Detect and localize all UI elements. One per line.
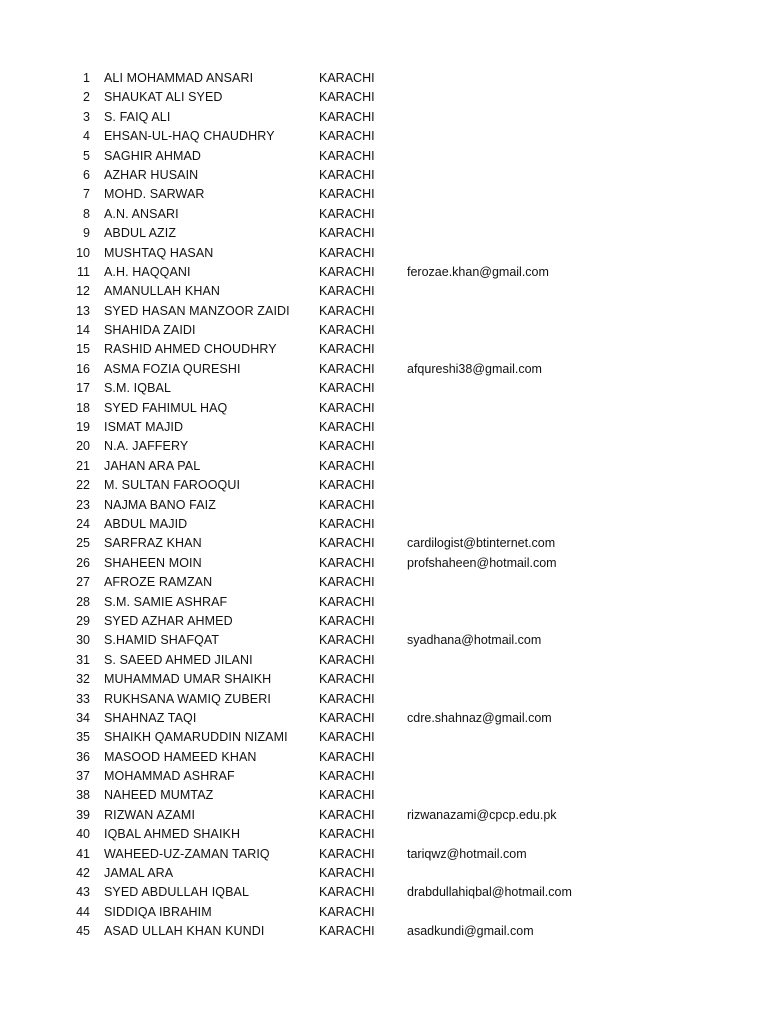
member-city: KARACHI <box>319 866 375 881</box>
row-number: 34 <box>76 710 90 725</box>
table-row <box>0 166 768 185</box>
table-row <box>0 476 768 495</box>
member-city: KARACHI <box>319 594 375 609</box>
row-number: 6 <box>83 167 90 182</box>
member-city: KARACHI <box>319 206 375 221</box>
member-city: KARACHI <box>319 885 375 900</box>
member-name: SARFRAZ KHAN <box>104 536 202 551</box>
member-city: KARACHI <box>319 284 375 299</box>
member-city: KARACHI <box>319 458 375 473</box>
table-row <box>0 321 768 340</box>
member-name: ALI MOHAMMAD ANSARI <box>104 71 254 85</box>
member-name: AFROZE RAMZAN <box>104 575 213 590</box>
member-email: drabdullahiqbal@hotmail.com <box>407 885 572 900</box>
member-city: KARACHI <box>319 323 375 338</box>
member-city: KARACHI <box>319 613 375 628</box>
member-email: rizwanazami@cpcp.edu.pk <box>407 807 557 822</box>
member-city: KARACHI <box>319 633 375 648</box>
member-city: KARACHI <box>319 691 375 706</box>
table-row <box>0 224 768 243</box>
row-number: 18 <box>76 400 90 415</box>
member-name: MUSHTAQ HASAN <box>104 245 214 260</box>
row-number: 24 <box>76 516 90 531</box>
table-row <box>0 108 768 127</box>
table-row <box>0 593 768 612</box>
member-name: IQBAL AHMED SHAIKH <box>104 827 241 842</box>
row-number: 37 <box>76 769 90 784</box>
member-city: KARACHI <box>319 769 375 784</box>
table-row <box>0 806 768 825</box>
row-number: 9 <box>83 226 90 241</box>
table-row <box>0 670 768 689</box>
member-name: S. FAIQ ALI <box>104 109 171 124</box>
row-number: 42 <box>76 866 90 881</box>
row-number: 36 <box>76 749 90 764</box>
table-row <box>0 282 768 301</box>
member-city: KARACHI <box>319 672 375 687</box>
member-name: S.HAMID SHAFQAT <box>104 633 220 648</box>
table-row <box>0 360 768 379</box>
member-name: A.N. ANSARI <box>104 206 179 221</box>
member-name: MASOOD HAMEED KHAN <box>104 749 257 764</box>
row-number: 4 <box>83 129 90 144</box>
member-city: KARACHI <box>319 730 375 745</box>
member-city: KARACHI <box>319 245 375 260</box>
table-row <box>0 399 768 418</box>
row-number: 35 <box>76 730 90 745</box>
row-number: 5 <box>83 148 90 163</box>
member-city: KARACHI <box>319 516 375 531</box>
table-row <box>0 534 768 553</box>
member-city: KARACHI <box>319 264 375 279</box>
table-row <box>0 88 768 107</box>
row-number: 41 <box>76 846 90 861</box>
member-name: SHAHEEN MOIN <box>104 555 202 570</box>
row-number: 25 <box>76 536 90 551</box>
row-number: 27 <box>76 575 90 590</box>
member-name: SIDDIQA IBRAHIM <box>104 904 212 919</box>
table-row <box>0 147 768 166</box>
row-number: 44 <box>76 904 90 919</box>
row-number: 14 <box>76 323 90 338</box>
row-number: 19 <box>76 420 90 435</box>
table-row <box>0 651 768 670</box>
row-number: 29 <box>76 613 90 628</box>
member-city: KARACHI <box>319 575 375 590</box>
member-name: SYED FAHIMUL HAQ <box>104 400 228 415</box>
member-name: SYED ABDULLAH IQBAL <box>104 885 250 900</box>
member-name: NAJMA BANO FAIZ <box>104 497 216 512</box>
member-city: KARACHI <box>319 361 375 376</box>
member-city: KARACHI <box>319 303 375 318</box>
member-name: S.M. SAMIE ASHRAF <box>104 594 228 609</box>
row-number: 8 <box>83 206 90 221</box>
row-number: 30 <box>76 633 90 648</box>
row-number: 23 <box>76 497 90 512</box>
member-city: KARACHI <box>319 497 375 512</box>
member-city: KARACHI <box>319 71 375 85</box>
member-city: KARACHI <box>319 129 375 144</box>
table-row <box>0 515 768 534</box>
member-city: KARACHI <box>319 167 375 182</box>
row-number: 26 <box>76 555 90 570</box>
member-email: asadkundi@gmail.com <box>407 924 534 939</box>
member-city: KARACHI <box>319 400 375 415</box>
row-number: 17 <box>76 381 90 396</box>
member-name: RASHID AHMED CHOUDHRY <box>104 342 277 357</box>
member-name: SHAUKAT ALI SYED <box>104 90 223 105</box>
row-number: 12 <box>76 284 90 299</box>
member-city: KARACHI <box>319 478 375 493</box>
table-row <box>0 903 768 922</box>
row-number: 28 <box>76 594 90 609</box>
table-row <box>0 709 768 728</box>
member-city: KARACHI <box>319 187 375 202</box>
member-email: afqureshi38@gmail.com <box>407 361 542 376</box>
row-number: 22 <box>76 478 90 493</box>
member-name: MOHD. SARWAR <box>104 187 205 202</box>
member-name: SAGHIR AHMAD <box>104 148 202 163</box>
row-number: 7 <box>83 187 90 202</box>
member-name: ASMA FOZIA QURESHI <box>104 361 241 376</box>
row-number: 39 <box>76 807 90 822</box>
row-number: 43 <box>76 885 90 900</box>
table-row <box>0 205 768 224</box>
table-row <box>0 302 768 321</box>
table-row <box>0 612 768 631</box>
table-row <box>0 263 768 282</box>
table-row <box>0 573 768 592</box>
table-row <box>0 767 768 786</box>
member-city: KARACHI <box>319 846 375 861</box>
table-row <box>0 864 768 883</box>
member-name: AMANULLAH KHAN <box>104 284 221 299</box>
member-name: NAHEED MUMTAZ <box>104 788 214 803</box>
row-number: 32 <box>76 672 90 687</box>
row-number: 2 <box>83 90 90 105</box>
member-city: KARACHI <box>319 555 375 570</box>
row-number: 16 <box>76 361 90 376</box>
member-name: SHAHIDA ZAIDI <box>104 323 196 338</box>
member-city: KARACHI <box>319 924 375 939</box>
table-row <box>0 554 768 573</box>
member-name: ABDUL MAJID <box>104 516 188 531</box>
row-number: 38 <box>76 788 90 803</box>
member-name: SYED HASAN MANZOOR ZAIDI <box>104 303 290 318</box>
member-email: ferozae.khan@gmail.com <box>407 264 549 279</box>
row-number: 33 <box>76 691 90 706</box>
member-email: syadhana@hotmail.com <box>407 633 542 648</box>
table-row <box>0 748 768 767</box>
member-name: ABDUL AZIZ <box>104 226 177 241</box>
member-city: KARACHI <box>319 710 375 725</box>
member-name: WAHEED-UZ-ZAMAN TARIQ <box>104 846 270 861</box>
member-city: KARACHI <box>319 827 375 842</box>
member-city: KARACHI <box>319 807 375 822</box>
table-row <box>0 825 768 844</box>
member-name: N.A. JAFFERY <box>104 439 189 454</box>
table-row <box>0 244 768 263</box>
member-city: KARACHI <box>319 148 375 163</box>
member-list <box>0 69 768 942</box>
row-number: 10 <box>76 245 90 260</box>
member-city: KARACHI <box>319 342 375 357</box>
member-city: KARACHI <box>319 381 375 396</box>
member-city: KARACHI <box>319 439 375 454</box>
table-row <box>0 883 768 902</box>
table-row <box>0 69 768 88</box>
member-email: profshaheen@hotmail.com <box>407 555 557 570</box>
member-name: A.H. HAQQANI <box>104 264 191 279</box>
table-row <box>0 786 768 805</box>
member-city: KARACHI <box>319 788 375 803</box>
member-name: JAHAN ARA PAL <box>104 458 201 473</box>
table-row <box>0 922 768 941</box>
table-row <box>0 457 768 476</box>
member-name: SYED AZHAR AHMED <box>104 613 233 628</box>
member-city: KARACHI <box>319 536 375 551</box>
member-name: ASAD ULLAH KHAN KUNDI <box>104 924 265 939</box>
table-row <box>0 379 768 398</box>
row-number: 1 <box>83 71 90 85</box>
table-row <box>0 418 768 437</box>
row-number: 3 <box>83 109 90 124</box>
member-name: JAMAL ARA <box>104 866 174 881</box>
member-name: EHSAN-UL-HAQ CHAUDHRY <box>104 129 275 144</box>
table-row <box>0 690 768 709</box>
member-city: KARACHI <box>319 904 375 919</box>
row-number: 20 <box>76 439 90 454</box>
table-row <box>0 185 768 204</box>
row-number: 13 <box>76 303 90 318</box>
row-number: 11 <box>77 264 90 279</box>
table-row <box>0 728 768 747</box>
row-number: 40 <box>76 827 90 842</box>
member-email: cdre.shahnaz@gmail.com <box>407 710 552 725</box>
member-email: tariqwz@hotmail.com <box>407 846 527 861</box>
member-email: cardilogist@btinternet.com <box>407 536 556 551</box>
member-name: S. SAEED AHMED JILANI <box>104 652 253 667</box>
member-city: KARACHI <box>319 109 375 124</box>
table-row <box>0 340 768 359</box>
member-name: MUHAMMAD UMAR SHAIKH <box>104 672 272 687</box>
table-row <box>0 631 768 650</box>
table-row <box>0 845 768 864</box>
member-name: SHAIKH QAMARUDDIN NIZAMI <box>104 730 288 745</box>
member-city: KARACHI <box>319 652 375 667</box>
row-number: 21 <box>76 458 90 473</box>
row-number: 15 <box>76 342 90 357</box>
row-number: 31 <box>76 652 90 667</box>
member-name: S.M. IQBAL <box>104 381 171 396</box>
member-name: AZHAR HUSAIN <box>104 167 199 182</box>
member-name: RIZWAN AZAMI <box>104 807 196 822</box>
member-city: KARACHI <box>319 90 375 105</box>
member-city: KARACHI <box>319 420 375 435</box>
table-row <box>0 437 768 456</box>
table-row <box>0 496 768 515</box>
member-name: RUKHSANA WAMIQ ZUBERI <box>104 691 271 706</box>
member-name: SHAHNAZ TAQI <box>104 710 197 725</box>
member-city: KARACHI <box>319 226 375 241</box>
table-row <box>0 127 768 146</box>
member-name: M. SULTAN FAROOQUI <box>104 478 241 493</box>
member-name: MOHAMMAD ASHRAF <box>104 769 235 784</box>
member-city: KARACHI <box>319 749 375 764</box>
row-number: 45 <box>76 924 90 939</box>
member-name: ISMAT MAJID <box>104 420 184 435</box>
